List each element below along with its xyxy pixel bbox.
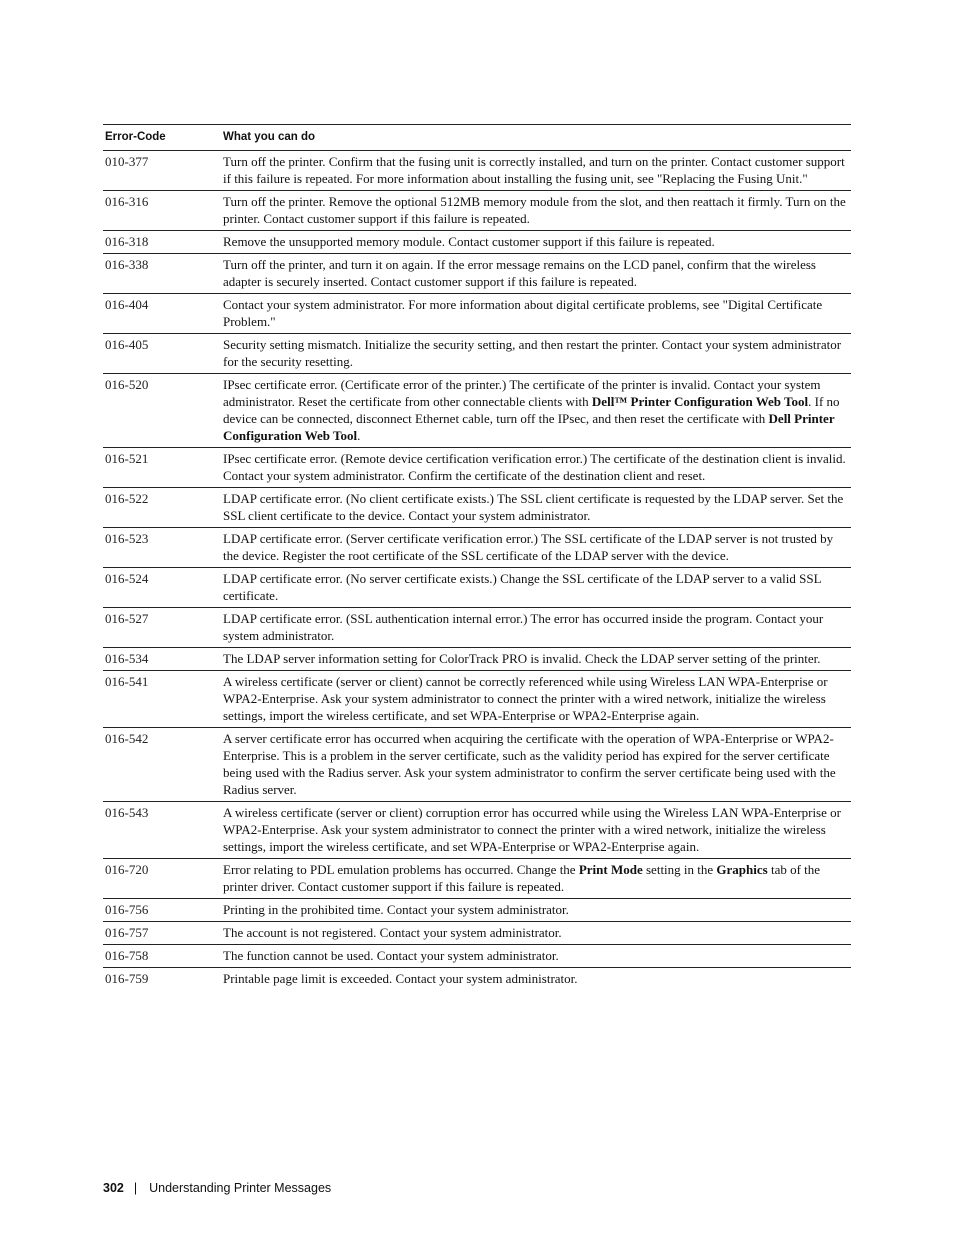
error-code-cell: 016-522: [103, 488, 221, 528]
action-description-cell: [221, 802, 851, 859]
section-title: Understanding Printer Messages: [149, 1181, 332, 1195]
action-description-cell: [221, 728, 851, 802]
footer-separator: |: [133, 1181, 138, 1195]
table-header-row: [103, 125, 851, 151]
error-code-cell: 016-758: [103, 945, 221, 968]
table-row: [103, 374, 851, 448]
error-code-cell: 016-338: [103, 254, 221, 294]
table-row: [103, 151, 851, 191]
action-description-cell: [221, 374, 851, 448]
description-text: Turn off the printer. Confirm that the fusing unit is correctly installed, and turn on the printer. Contact customer support if this failure is repeated. For more information about installing the fusing unit, see "Replacing the Fusing Unit.": [223, 154, 845, 186]
bold-term: Graphics: [716, 862, 768, 877]
action-description-cell: [221, 568, 851, 608]
action-description-cell: [221, 945, 851, 968]
table-row: [103, 191, 851, 231]
table-row: [103, 294, 851, 334]
column-header-what-you-can-do: What you can do: [221, 125, 851, 151]
action-description-cell: [221, 334, 851, 374]
table-row: [103, 728, 851, 802]
error-code-cell: 016-757: [103, 922, 221, 945]
table-row: [103, 945, 851, 968]
description-text: The function cannot be used. Contact your system administrator.: [223, 948, 559, 963]
error-code-cell: 010-377: [103, 151, 221, 191]
action-description-cell: [221, 488, 851, 528]
description-text: A server certificate error has occurred when acquiring the certificate with the operation of WPA-Enterprise or WPA2-Enterprise. This is a problem in the server certificate, such as the validity period has expired for the server certificate being used with the Radius server. Ask your system administrator to confirm the server certificate being used with the Radius server.: [223, 731, 836, 797]
table-row: [103, 859, 851, 899]
table-row: [103, 231, 851, 254]
description-text: tab of the printer driver. Contact customer support if this failure is repeated.: [223, 862, 821, 894]
error-code-cell: 016-523: [103, 528, 221, 568]
description-text: LDAP certificate error. (No server certificate exists.) Change the SSL certificate of the LDAP server to a valid SSL certificate.: [223, 571, 822, 603]
table-row: [103, 899, 851, 922]
description-text: .: [357, 428, 361, 443]
error-code-table: [103, 124, 851, 990]
description-text: Turn off the printer. Remove the optional 512MB memory module from the slot, and then reattach it firmly. Turn on the printer. Contact customer support if this failure is repeated.: [223, 194, 846, 226]
error-code-cell: 016-316: [103, 191, 221, 231]
description-text: IPsec certificate error. (Remote device certification verification error.) The certificate of the destination client is invalid. Contact your system administrator. Confirm the certificate of the destination client and reset.: [223, 451, 846, 483]
description-text: Error relating to PDL emulation problems has occurred. Change the: [223, 862, 579, 877]
action-description-cell: [221, 151, 851, 191]
action-description-cell: [221, 448, 851, 488]
description-text: setting in the: [642, 862, 717, 877]
description-text: LDAP certificate error. (Server certificate verification error.) The SSL certificate of the LDAP server is not trusted by the device. Register the root certificate of the SSL certificate of the LDAP server with the device.: [223, 531, 834, 563]
error-code-cell: 016-756: [103, 899, 221, 922]
table-row: [103, 254, 851, 294]
table-row: [103, 608, 851, 648]
description-text: The account is not registered. Contact your system administrator.: [223, 925, 562, 940]
table-row: [103, 968, 851, 991]
error-code-cell: 016-521: [103, 448, 221, 488]
action-description-cell: [221, 899, 851, 922]
action-description-cell: [221, 968, 851, 991]
error-code-cell: 016-543: [103, 802, 221, 859]
page-footer: [103, 1181, 331, 1195]
description-text: Security setting mismatch. Initialize the security setting, and then restart the printer. Contact your system administrator for the security resetting.: [223, 337, 842, 369]
table-row: [103, 488, 851, 528]
action-description-cell: [221, 648, 851, 671]
bold-term: Dell Printer Configuration Web Tool: [223, 411, 835, 443]
description-text: . If no device can be connected, disconnect Ethernet cable, turn off the IPsec, and then reset the certificate with: [223, 394, 840, 426]
action-description-cell: [221, 671, 851, 728]
error-code-cell: 016-405: [103, 334, 221, 374]
table-row: [103, 568, 851, 608]
table-row: [103, 528, 851, 568]
error-code-cell: 016-541: [103, 671, 221, 728]
action-description-cell: [221, 528, 851, 568]
error-code-cell: 016-720: [103, 859, 221, 899]
table-row: [103, 922, 851, 945]
action-description-cell: [221, 922, 851, 945]
description-text: IPsec certificate error. (Certificate error of the printer.) The certificate of the printer is invalid. Contact your system administrator. Reset the certificate from other connectable clients with: [223, 377, 821, 409]
description-text: A wireless certificate (server or client) corruption error has occurred while using the Wireless LAN WPA-Enterprise or WPA2-Enterprise. Ask your system administrator to connect the printer with a wired network, initialize the wireless settings, import the wireless certificate, and set WPA-Enterprise or WPA2-Enterprise again.: [223, 805, 841, 854]
table-row: [103, 334, 851, 374]
description-text: Printing in the prohibited time. Contact your system administrator.: [223, 902, 569, 917]
error-code-cell: 016-524: [103, 568, 221, 608]
error-code-cell: 016-534: [103, 648, 221, 671]
bold-term: Print Mode: [578, 862, 643, 877]
error-code-cell: 016-318: [103, 231, 221, 254]
table-body: [103, 151, 851, 991]
description-text: Printable page limit is exceeded. Contact your system administrator.: [223, 971, 578, 986]
action-description-cell: [221, 859, 851, 899]
description-text: Contact your system administrator. For more information about digital certificate problems, see "Digital Certificate Problem.": [223, 297, 823, 329]
table-row: [103, 648, 851, 671]
description-text: Turn off the printer, and turn it on again. If the error message remains on the LCD panel, confirm that the wireless adapter is securely inserted. Contact customer support if this failure is repeated.: [223, 257, 816, 289]
table-row: [103, 802, 851, 859]
action-description-cell: [221, 231, 851, 254]
action-description-cell: [221, 608, 851, 648]
action-description-cell: [221, 294, 851, 334]
table-row: [103, 448, 851, 488]
description-text: A wireless certificate (server or client) cannot be correctly referenced while using Wireless LAN WPA-Enterprise or WPA2-Enterprise. Ask your system administrator to connect the printer with a wired network, initialize the wireless settings, import the wireless certificate, and set WPA-Enterprise or WPA2-Enterprise again.: [223, 674, 828, 723]
error-code-cell: 016-759: [105, 971, 149, 986]
page-number: 302: [103, 1181, 124, 1195]
error-code-cell: 016-542: [103, 728, 221, 802]
error-code-cell: 016-520: [103, 374, 221, 448]
description-text: The LDAP server information setting for ColorTrack PRO is invalid. Check the LDAP server setting of the printer.: [223, 651, 821, 666]
bold-term: Dell™ Printer Configuration Web Tool: [591, 394, 809, 409]
error-code-cell: 016-404: [103, 294, 221, 334]
column-header-error-code: Error-Code: [103, 125, 221, 151]
action-description-cell: [221, 254, 851, 294]
table-row: [103, 671, 851, 728]
action-description-cell: [221, 191, 851, 231]
error-code-cell: 016-527: [103, 608, 221, 648]
description-text: Remove the unsupported memory module. Contact customer support if this failure is repeated.: [223, 234, 715, 249]
description-text: LDAP certificate error. (SSL authentication internal error.) The error has occurred inside the program. Contact your system administrator.: [223, 611, 824, 643]
description-text: LDAP certificate error. (No client certificate exists.) The SSL client certificate is requested by the LDAP server. Set the SSL client certificate to the device. Contact your system administrator.: [223, 491, 844, 523]
